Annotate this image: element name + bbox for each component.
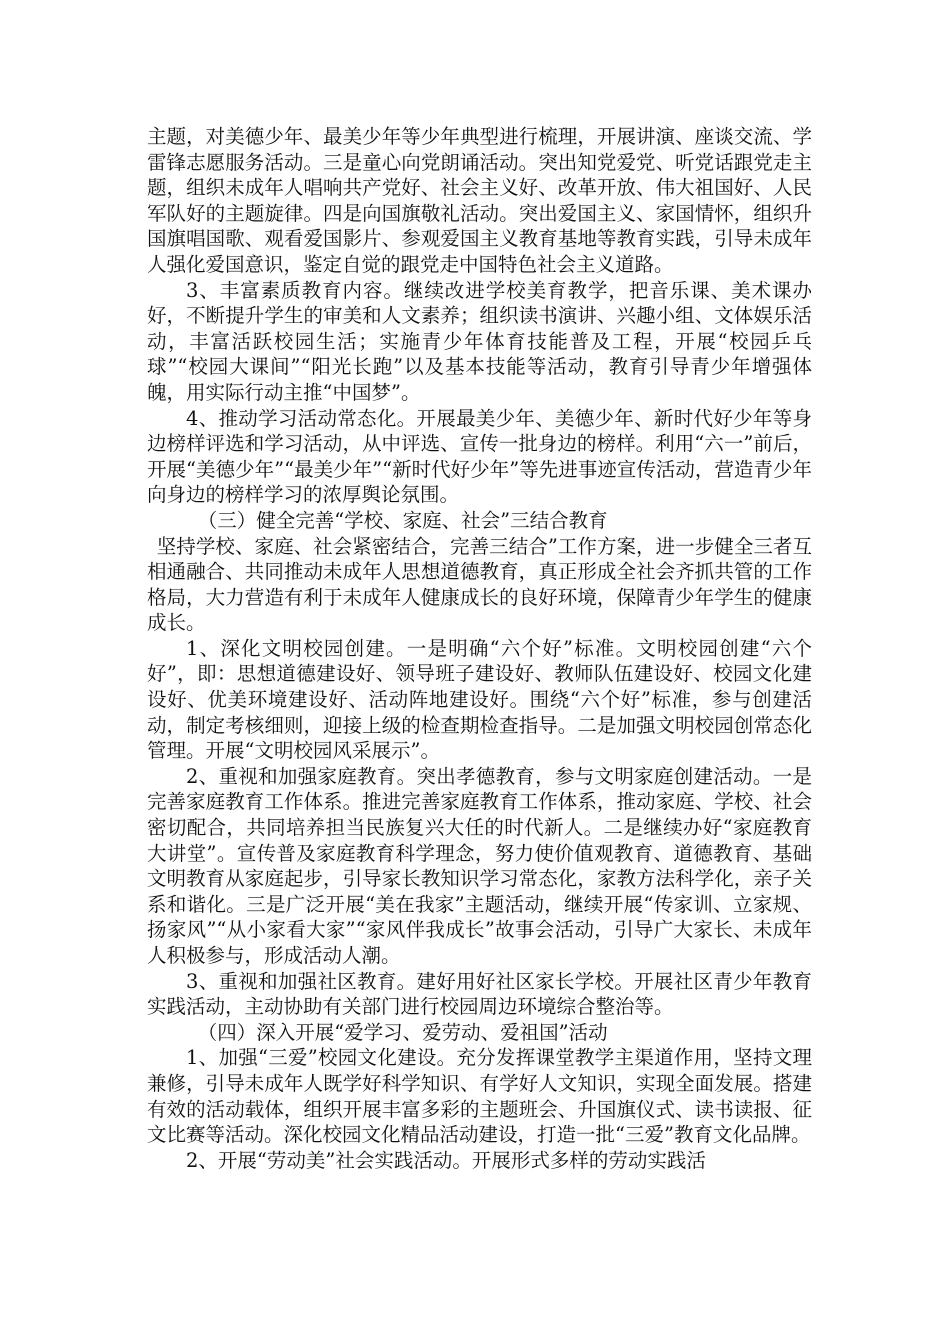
paragraph-item-2-labor: 2、开展“劳动美”社会实践活动。开展形式多样的劳动实践活	[186, 1148, 706, 1172]
paragraph-continuation: 主题，对美德少年、最美少年等少年典型进行梳理，开展讲演、座谈交流、学雷锋志愿服务活动。三是童心向党朗诵活动。突出知党爱党、听党话跟党走主题，组织未成年人唱响共产党好、社会主义好、改革开放、伟大祖国好、人民军队好的主题旋律。四是向国旗敬礼活动。突出爱国主义、家国情怀，组织升国旗唱国歌、观看爱国影片、参观爱国主义教育基地等教育实践，引导未成年人强化爱国意识，鉴定自觉的跟党走中国特色社会主义道路。	[147, 125, 812, 276]
section-heading-3: （三）健全完善“学校、家庭、社会”三结合教育	[197, 508, 608, 532]
paragraph-item-1-culture: 1、加强“三爱”校园文化建设。充分发挥课堂教学主渠道作用，坚持文理兼修，引导未成年人既学好科学知识、有学好人文知识，实现全面发展。搭建有效的活动载体，组织开展丰富多彩的主题班会、升国旗仪式、读书读报、征文比赛等活动。深化校园文化精品活动建设，打造一批“三爱”教育文化品牌。	[147, 1046, 812, 1147]
paragraph-item-1-campus: 1、深化文明校园创建。一是明确“六个好”标准。文明校园创建“六个好”，即：思想道德建设好、领导班子建设好、教师队伍建设好、校园文化建设好、优美环境建设好、活动阵地建设好。围绕“六个好”标准，参与创建活动，制定考核细则，迎接上级的检查期检查指导。二是加强文明校园创常态化管理。开展“文明校园风采展示”。	[147, 636, 812, 763]
document-page	[147, 124, 812, 1173]
paragraph-item-4: 4、推动学习活动常态化。开展最美少年、美德少年、新时代好少年等身边榜样评选和学习活动，从中评选、宣传一批身边的榜样。利用“六一”前后，开展“美德少年”“最美少年”“新时代好少年”等先进事迹宣传活动，营造青少年向身边的榜样学习的浓厚舆论氛围。	[147, 406, 812, 507]
paragraph-item-2-family: 2、重视和加强家庭教育。突出孝德教育，参与文明家庭创建活动。一是完善家庭教育工作体系。推进完善家庭教育工作体系，推动家庭、学校、社会密切配合，共同培养担当民族复兴大任的时代新人。二是继续办好“家庭教育大讲堂”。宣传普及家庭教育科学理念，努力使价值观教育、道德教育、基础文明教育从家庭起步，引导家长教知识学习常态化，家教方法科学化，亲子关系和谐化。三是广泛开展“美在我家”主题活动，继续开展“传家训、立家规、扬家风”“从小家看大家”“家风伴我成长”故事会活动，引导广大家长、未成年人积极参与，形成活动人潮。	[147, 764, 812, 967]
paragraph-item-3: 3、丰富素质教育内容。继续改进学校美育教学，把音乐课、美术课办好，不断提升学生的审美和人文素养；组织读书演讲、兴趣小组、文体娱乐活动，丰富活跃校园生活；实施青少年体育技能普及工程，开展“校园乒乓球”“校园大课间”“阳光长跑”以及基本技能等活动，教育引导青少年增强体魄，用实际行动主推“中国梦”。	[147, 278, 812, 404]
paragraph-item-3-community: 3、重视和加强社区教育。建好用好社区家长学校。开展社区青少年教育实践活动，主动协助有关部门进行校园周边环境综合整治等。	[147, 969, 812, 1019]
section-heading-4: （四）深入开展“爱学习、爱劳动、爱祖国”活动	[197, 1020, 608, 1044]
paragraph-section-3-intro: 坚持学校、家庭、社会紧密结合，完善三结合”工作方案，进一步健全三者互相通融合、共同推动未成年人思想道德教育，真正形成全社会齐抓共管的工作格局，大力营造有利于未成年人健康成长的良好环境，保障青少年学生的健康成长。	[147, 534, 812, 635]
